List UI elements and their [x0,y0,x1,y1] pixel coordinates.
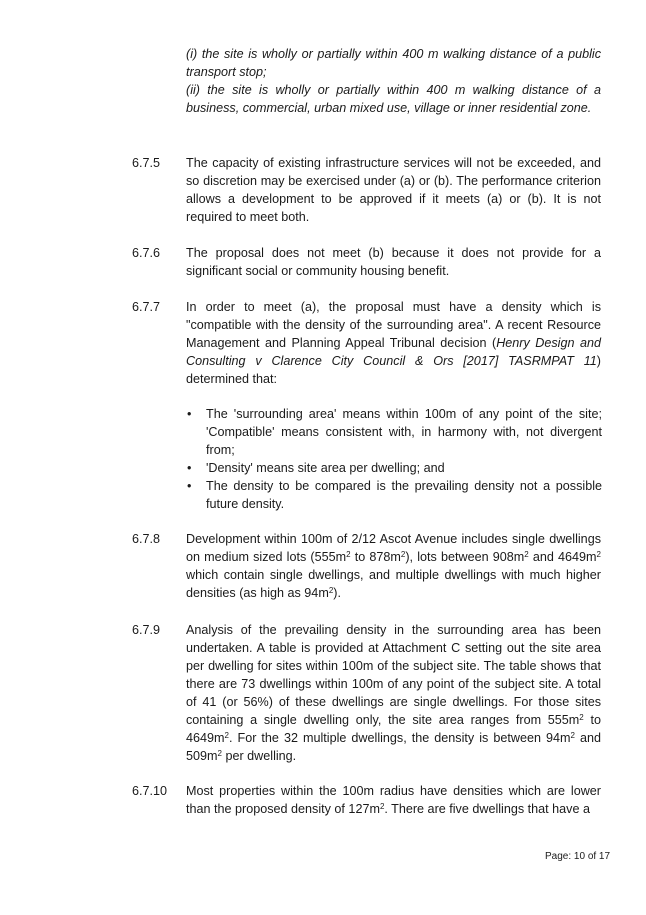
paragraph-number: 6.7.7 [132,300,161,314]
page-number: Page: 10 of 17 [545,851,611,862]
paragraph-number: 6.7.9 [132,623,161,637]
paragraph-text: Analysis of the prevailing density in the surrounding area has been undertaken. A table is provided at Attachment C setting out the site area per dwelling for sites within 100m of the subject site. The table shows that there are 73 dwellings within 100m of any point of the subject site. A total of 41 (or 56%) of these dwellings are single dwellings. For those sites containing a single dwelling only, the site area ranges from $555m^2$ to $4649m^2$. For the 32 multiple dwellings, the density is between $94m^2$ and $509m^2$ per dwelling. [186,623,601,763]
bullet-icon: • [187,407,192,421]
paragraph-number: 6.7.8 [132,532,161,546]
paragraph-text-a: In order to meet (a), the proposal must have a density which is "compatible with the density of the surrounding area". A recent Resource Management and Planning Appeal Tribunal decision ( [186,300,601,350]
bullet-icon: • [187,479,192,493]
paragraph-number: 6.7.5 [132,156,161,170]
paragraph-text: Development within 100m of 2/12 Ascot Avenue includes single dwellings on medium sized lots ($555m^2$ to $878m^2$), lots between $908m^2$ and $4649m^2$ which contain single dwellings, and multiple dwellings with much higher densities (as high as $94m^2$). [186,532,601,600]
paragraph-text-b: ) determined that: [186,354,601,386]
paragraph-text [186,298,601,388]
criteria-item-ii: (ii) the site is wholly or partially within 400 m walking distance of a business, commercial, urban mixed use, village or inner residential zone. [186,83,601,115]
bullet-list [186,405,602,513]
case-citation: Henry Design and Consulting v Clarence City Council & Ors [2017] TASRMPAT 11 [186,336,601,368]
list-item: • The density to be compared is the prevailing density not a possible future density. [187,479,602,511]
paragraph-number: 6.7.10 [132,784,168,798]
list-item: • 'Density' means site area per dwelling; and [187,461,445,475]
list-item: • The 'surrounding area' means within 100m of any point of the site; 'Compatible' means consistent with, in harmony with, not divergent from; [187,407,602,457]
paragraph-text: The proposal does not meet (b) because it does not provide for a significant social or community housing benefit. [186,246,601,278]
criteria-item-i: (i) the site is wholly or partially within 400 m walking distance of a public transport stop; [186,47,601,79]
paragraph-text: The capacity of existing infrastructure services will not be exceeded, and so discretion may be exercised under (a) or (b). The performance criterion allows a development to be approved if it meets (a) or (b). It is not required to meet both. [186,156,601,224]
paragraph-number: 6.7.6 [132,246,161,260]
criteria-list [186,45,601,117]
bullet-icon: • [187,461,192,475]
paragraph-text: Most properties within the 100m radius have densities which are lower than the proposed density of $127m^2$. There are five dwellings that have a [186,784,601,816]
